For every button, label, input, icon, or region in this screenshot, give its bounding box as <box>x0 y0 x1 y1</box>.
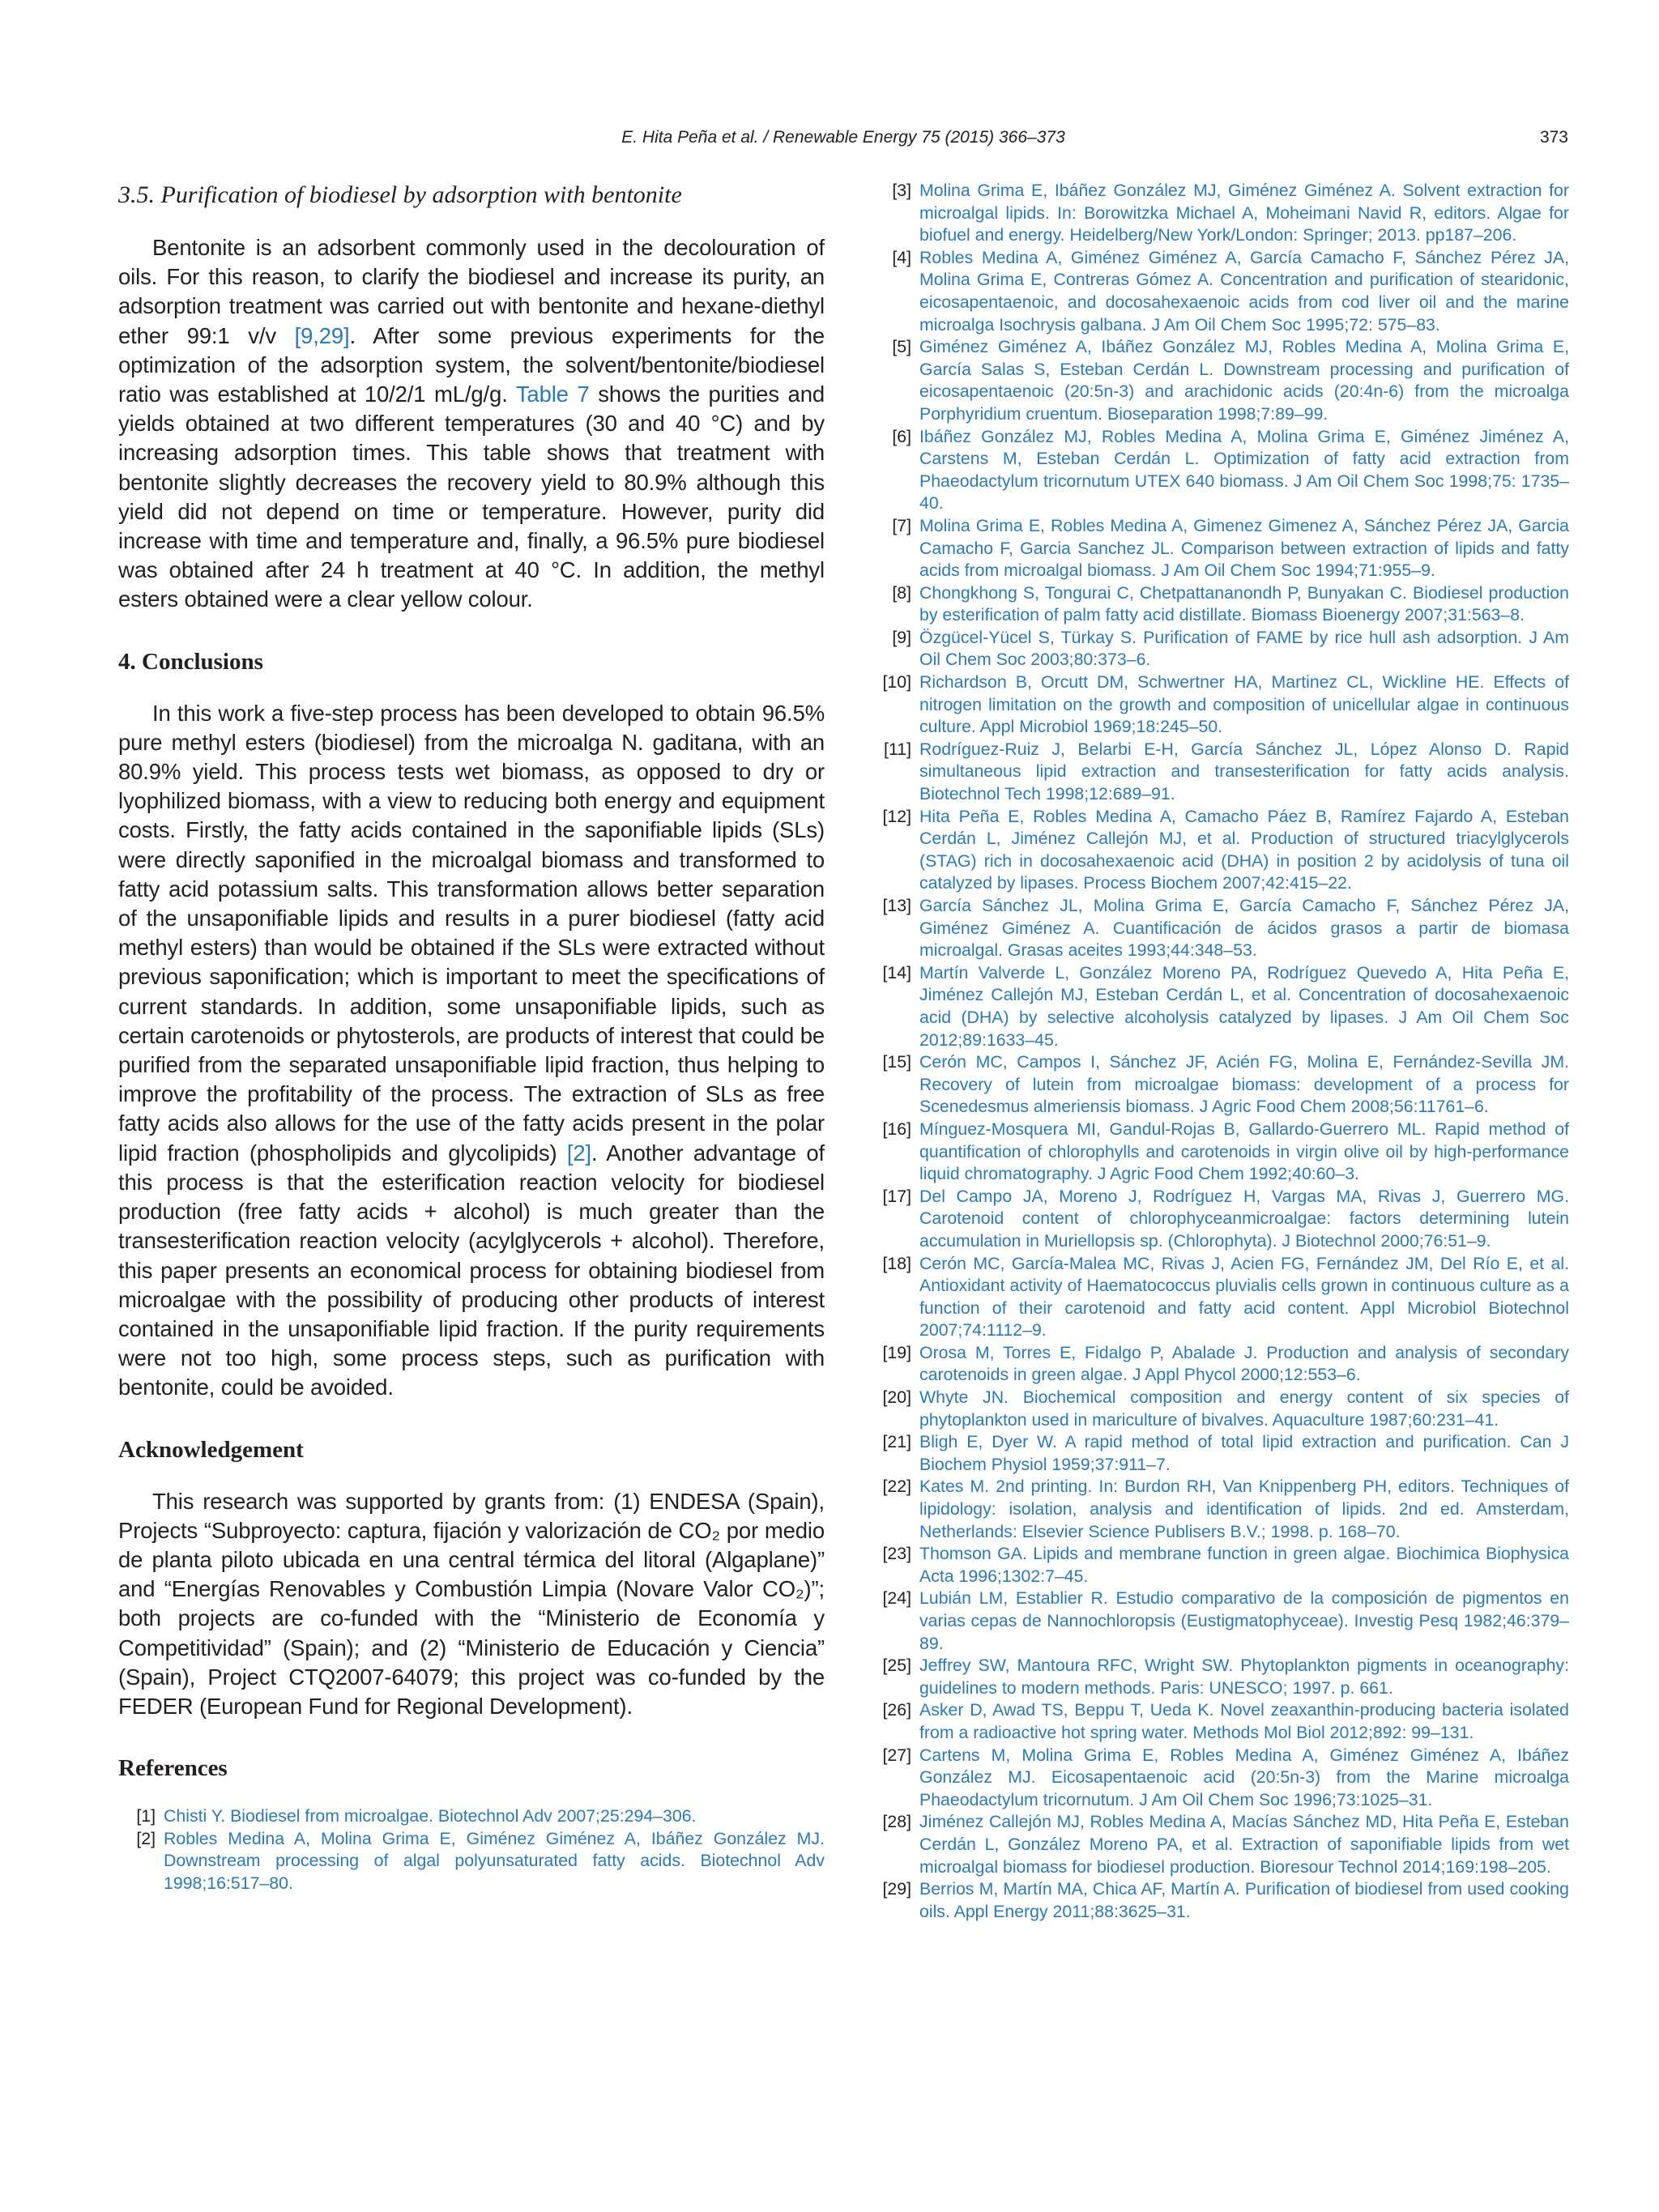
reference-item <box>874 426 1569 515</box>
paragraph-text: In this work a five-step process has been developed to obtain 96.5% pure methyl esters (biodiesel) from the microalga N. gaditana, with an 80.9% yield. This process tests wet biomass, as opposed to dry or lyophilized biomass, with a view to reducing both energy and equipment costs. Firstly, the fatty acids contained in the saponifiable lipids (SLs) were directly saponified in the microalgal biomass and transformed to fatty acid potassium salts. This transformation allows better separation of the unsaponifiable lipids and results in a purer biodiesel (fatty acid methyl esters) than would be obtained if the SLs were extracted without previous saponification; which is important to meet the specifications of current standards. In addition, some unsaponifiable lipids, such as certain carotenoids or phytosterols, are products of interest that could be purified from the separated unsaponifiable lipid fraction, thus helping to improve the profitability of the process. The extraction of SLs as free fatty acids also allows for the use of the fatty acids present in the polar lipid fraction (phospholipids and glycolipids) <box>118 700 825 1166</box>
reference-number: [26] <box>882 1700 911 1720</box>
acknowledgement-title: Acknowledgement <box>118 1436 304 1463</box>
reference-number: [3] <box>892 181 911 200</box>
reference-link[interactable]: Jiménez Callejón MJ, Robles Medina A, Macías Sánchez MD, Hita Peña E, Esteban Cerdán L, González Moreno PA, et al. Extraction of saponifiable lipids from wet microalgal biomass for biodiesel production. Bioresour Technol 2014;169:198–205. <box>919 1812 1569 1877</box>
reference-number: [27] <box>882 1745 911 1765</box>
reference-link[interactable]: Özgücel-Yücel S, Türkay S. Purification of FAME by rice hull ash adsorption. J Am Oil Chem Soc 2003;80:373–6. <box>919 627 1569 670</box>
reference-link[interactable]: Cartens M, Molina Grima E, Robles Medina A, Giménez Giménez A, Ibáñez González MJ. Eicosapentaenoic acid (20:5n-3) from the Marine microalga Phaeodactylum tricornutum. J Am Oil Chem Soc 1996;73:1025–31. <box>919 1745 1569 1809</box>
reference-item <box>874 582 1569 627</box>
reference-number: [5] <box>892 337 911 357</box>
paragraph-text: shows the purities and yields obtained at two different temperatures (30 and 40 °C) and by increasing adsorption times. This table shows that treatment with bentonite slightly decreases the recovery yield to 80.9% although this yield did not depend on time or temperature. However, purity did increase with time and temperature and, finally, a 96.5% pure biodiesel was obtained after 24 h treatment at 40 °C. In addition, the methyl esters obtained were a clear yellow colour. <box>118 381 825 612</box>
reference-item <box>874 739 1569 806</box>
reference-number: [17] <box>882 1186 911 1206</box>
reference-item <box>874 1186 1569 1253</box>
reference-item <box>874 671 1569 739</box>
reference-number: [8] <box>892 582 911 603</box>
reference-number: [18] <box>882 1253 911 1273</box>
reference-number: [21] <box>882 1432 911 1452</box>
reference-number: [22] <box>882 1477 911 1497</box>
reference-number: [14] <box>882 962 911 982</box>
reference-number: [12] <box>882 806 911 826</box>
reference-link[interactable]: Richardson B, Orcutt DM, Schwertner HA, Martinez CL, Wickline HE. Effects of nitrogen limitation on the growth and composition of unicellular algae in continuous culture. Appl Microbiol 1969;18:245–50. <box>919 672 1569 737</box>
reference-item <box>874 336 1569 425</box>
reference-link[interactable]: Chongkhong S, Tongurai C, Chetpattananondh P, Bunyakan C. Biodiesel production by esterification of palm fatty acid distillate. Biomass Bioenergy 2007;31:563–8. <box>919 582 1569 625</box>
reference-link[interactable]: Robles Medina A, Molina Grima E, Giménez Giménez A, Ibáñez González MJ. Downstream processing of algal polyunsaturated fatty acids. Biotechnol Adv 1998;16:517–80. <box>164 1828 825 1893</box>
reference-link[interactable]: Ibáñez González MJ, Robles Medina A, Molina Grima E, Giménez Jiménez A, Carstens M, Esteban Cerdán L. Optimization of fatty acid extraction from Phaeodactylum tricornutum UTEX 640 biomass. J Am Oil Chem Soc 1998;75: 1735–40. <box>919 426 1569 514</box>
reference-link[interactable]: Asker D, Awad TS, Beppu T, Ueda K. Novel zeaxanthin-producing bacteria isolated from a radioactive hot spring water. Methods Mol Biol 2012;892: 99–131. <box>919 1700 1569 1742</box>
reference-link[interactable]: Robles Medina A, Giménez Giménez A, García Camacho F, Sánchez Pérez JA, Molina Grima E, Contreras Gómez A. Concentration and purification of stearidonic, eicosapentaenoic, and docosahexaenoic acids from cod liver oil and the marine microalga Isochrysis galbana. J Am Oil Chem Soc 1995;72: 575–83. <box>919 247 1569 335</box>
reference-number: [6] <box>892 426 911 446</box>
reference-link[interactable]: Bligh E, Dyer W. A rapid method of total lipid extraction and purification. Can J Biochem Physiol 1959;37:911–7. <box>919 1432 1569 1474</box>
reference-number: [9] <box>892 627 911 647</box>
reference-link[interactable]: Martín Valverde L, González Moreno PA, Rodríguez Quevedo A, Hita Peña E, Jiménez Callejón MJ, Esteban Cerdán L, et al. Concentration of docosahexaenoic acid (DHA) by selective alcoholysis catalyzed by lipases. J Am Oil Chem Soc 2012;89:1633–45. <box>919 962 1569 1050</box>
reference-number: [11] <box>884 739 911 759</box>
left-column <box>118 180 825 1895</box>
reference-item <box>874 627 1569 671</box>
reference-link[interactable]: Jeffrey SW, Mantoura RFC, Wright SW. Phytoplankton pigments in oceanography: guidelines to modern methods. Paris: UNESCO; 1997. p. 661. <box>919 1656 1569 1698</box>
paragraph-text: Bentonite is an adsorbent commonly used in the decolouration of oils. For this reason, to clarify the biodiesel and increase its purity, an adsorption treatment was carried out with bentonite and hexane-diethyl ether 99:1 v/v <box>118 235 825 348</box>
reference-item <box>874 1342 1569 1387</box>
reference-link[interactable]: Berrios M, Martín MA, Chica AF, Martín A. Purification of biodiesel from used cooking oils. Appl Energy 2011;88:3625–31. <box>919 1879 1569 1921</box>
paragraph-text: . After some previous experiments for the optimization of the adsorption system, the solvent/bentonite/biodiesel ratio was established at 10/2/1 mL/g/g. <box>118 322 825 407</box>
reference-list-right <box>874 180 1569 1923</box>
reference-link[interactable]: Molina Grima E, Robles Medina A, Gimenez Gimenez A, Sánchez Pérez JA, Garcia Camacho F, Garcia Sanchez JL. Comparison between extraction of lipids and fatty acids from microalgal biomass. J Am Oil Chem Soc 1994;71:955–9. <box>919 515 1569 581</box>
reference-item <box>874 1745 1569 1812</box>
reference-link[interactable]: Rodríguez-Ruiz J, Belarbi E-H, García Sánchez JL, López Alonso D. Rapid simultaneous lipid extraction and transesterification for fatty acids analysis. Biotechnol Tech 1998;12:689–91. <box>919 739 1569 804</box>
reference-list-left <box>118 1805 825 1894</box>
conclusions-paragraph <box>118 699 825 1403</box>
section-3-5-paragraph <box>118 233 825 615</box>
page-number: 373 <box>1539 128 1568 147</box>
reference-number: [16] <box>882 1119 911 1139</box>
right-column <box>874 180 1569 1923</box>
paragraph-text: . Another advantage of this process is that the esterification reaction velocity for biodiesel production (free fatty acids + alcohol) is much greater than the transesterification reaction velocity (acylglycerols + alcohol). Therefore, this paper presents an economical process for obtaining biodiesel from microalgae with the possibility of producing other products of interest contained in the unsaponifiable lipid fraction. If the purity requirements were not too high, some process steps, such as purification with bentonite, could be avoided. <box>118 1140 825 1400</box>
reference-link[interactable]: Thomson GA. Lipids and membrane function in green algae. Biochimica Biophysica Acta 1996;1302:7–45. <box>919 1544 1569 1586</box>
reference-number: [1] <box>136 1806 156 1826</box>
reference-item <box>874 962 1569 1051</box>
reference-item <box>874 1051 1569 1119</box>
reference-item <box>874 806 1569 895</box>
reference-number: [28] <box>882 1812 911 1832</box>
reference-item <box>874 1543 1569 1588</box>
reference-item <box>874 1811 1569 1878</box>
section-3-5-title: 3.5. Purification of biodiesel by adsorption with bentonite <box>118 181 682 208</box>
reference-link[interactable]: Chisti Y. Biodiesel from microalgae. Biotechnol Adv 2007;25:294–306. <box>164 1806 697 1826</box>
running-header <box>118 128 1568 157</box>
reference-link[interactable]: Orosa M, Torres E, Fidalgo P, Abalade J. Production and analysis of secondary carotenoids in green algae. J Appl Phycol 2000;12:553–6. <box>919 1342 1569 1385</box>
citation-link[interactable]: [2] <box>566 1140 591 1166</box>
reference-item <box>874 1699 1569 1744</box>
reference-item <box>874 1431 1569 1476</box>
reference-link[interactable]: García Sánchez JL, Molina Grima E, García Camacho F, Sánchez Pérez JA, Giménez Giménez A. Cuantificación de ácidos grasos a partir de biomasa microalgal. Grasas aceites 1993;44:348–53. <box>919 896 1569 961</box>
references-title: References <box>118 1755 228 1782</box>
reference-number: [25] <box>882 1656 911 1676</box>
reference-link[interactable]: Cerón MC, García-Malea MC, Rivas J, Acien FG, Fernández JM, Del Río E, et al. Antioxidant activity of Haematococcus pluvialis cells grown in continuous culture as a function of their carotenoid and fatty acid content. Appl Microbiol Biotechnol 2007;74:1112–9. <box>919 1253 1569 1340</box>
reference-item <box>874 1253 1569 1342</box>
reference-number: [2] <box>136 1828 156 1848</box>
reference-item <box>874 1655 1569 1699</box>
reference-number: [23] <box>882 1544 911 1564</box>
reference-link[interactable]: Giménez Giménez A, Ibáñez González MJ, Robles Medina A, Molina Grima E, García Salas S, Esteban Cerdán L. Downstream processing and purification of eicosapentaenoic (20:5n-3) and arachidonic acids (20:4n-6) from the microalga Porphyridium cruentum. Bioseparation 1998;7:89–99. <box>919 337 1569 424</box>
reference-item <box>118 1828 825 1895</box>
reference-link[interactable]: Molina Grima E, Ibáñez González MJ, Giménez Giménez A. Solvent extraction for microalgal lipids. In: Borowitzka Michael A, Moheimani Navid R, editors. Algae for biofuel and energy. Heidelberg/New York/London: Springer; 2013. pp187–206. <box>919 181 1569 245</box>
conclusions-title: 4. Conclusions <box>118 648 263 675</box>
reference-link[interactable]: Del Campo JA, Moreno J, Rodríguez H, Vargas MA, Rivas J, Guerrero MG. Carotenoid content of chlorophyceanmicroalgae: factors determining lutein accumulation in Muriellopsis sp. (Chlorophyta). J Biotechnol 2000;76:51–9. <box>919 1186 1569 1251</box>
acknowledgement-paragraph: This research was supported by grants from: (1) ENDESA (Spain), Projects “Subproyecto: captura, fijación y valorización de CO₂ por medio de planta piloto ubicada en una central térmica del litoral (Algaplane)” and “Energías Renovables y Combustión Limpia (Novare Valor CO₂)”; both projects are co-funded with the “Ministerio de Economía y Competitividad” (Spain); and (2) “Ministerio de Educación y Ciencia” (Spain), Project CTQ2007-64079; this project was co-funded by the FEDER (European Fund for Regional Development). <box>118 1488 825 1719</box>
reference-item <box>874 1119 1569 1186</box>
reference-number: [29] <box>882 1879 911 1899</box>
reference-item <box>874 1878 1569 1923</box>
reference-item <box>874 515 1569 582</box>
reference-item <box>874 1588 1569 1655</box>
citation-link[interactable]: [9,29] <box>294 322 350 348</box>
reference-link[interactable]: Cerón MC, Campos I, Sánchez JF, Acién FG, Molina E, Fernández-Sevilla JM. Recovery of lutein from microalgae biomass: development of a process for Scenedesmus almeriensis biomass. J Agric Food Chem 2008;56:11761–6. <box>919 1052 1569 1117</box>
reference-item <box>874 895 1569 962</box>
reference-number: [20] <box>882 1387 911 1408</box>
reference-item <box>874 247 1569 336</box>
reference-number: [19] <box>882 1342 911 1362</box>
reference-number: [10] <box>882 672 911 693</box>
reference-link[interactable]: Mínguez-Mosquera MI, Gandul-Rojas B, Gallardo-Guerrero ML. Rapid method of quantification of chlorophylls and carotenoids in virgin olive oil by high-performance liquid chromatography. J Agric Food Chem 1992;40:60–3. <box>919 1119 1569 1184</box>
reference-number: [24] <box>882 1588 911 1609</box>
reference-link[interactable]: Lubián LM, Establier R. Estudio comparativo de la composición de pigmentos en varias cepas de Nannochloropsis (Eustigmatophyceae). Investig Pesq 1982;46:379–89. <box>919 1588 1569 1653</box>
reference-number: [7] <box>892 515 911 535</box>
journal-citation: E. Hita Peña et al. / Renewable Energy 75 (2015) 366–373 <box>621 128 1065 147</box>
reference-link[interactable]: Hita Peña E, Robles Medina A, Camacho Páez B, Ramírez Fajardo A, Esteban Cerdán L, Jiménez Callejón MJ, et al. Production of structured triacylglycerols (STAG) rich in docosahexaenoic acid (DHA) in position 2 by acidolysis of tuna oil catalyzed by lipases. Process Biochem 2007;42:415–22. <box>919 806 1569 893</box>
reference-link[interactable]: Whyte JN. Biochemical composition and energy content of six species of phytoplankton used in mariculture of bivalves. Aquaculture 1987;60:231–41. <box>919 1387 1569 1430</box>
reference-item <box>118 1805 825 1828</box>
reference-item <box>874 1387 1569 1431</box>
table-link[interactable]: Table 7 <box>515 381 590 407</box>
reference-number: [15] <box>882 1052 911 1072</box>
reference-number: [4] <box>892 247 911 267</box>
reference-link[interactable]: Kates M. 2nd printing. In: Burdon RH, Van Knippenberg PH, editors. Techniques of lipidology: isolation, analysis and identification of lipids. 2nd ed. Amsterdam, Netherlands: Elsevier Science Publisers B.V.; 1998. p. 168–70. <box>919 1477 1569 1541</box>
reference-item <box>874 180 1569 247</box>
reference-number: [13] <box>882 896 911 915</box>
reference-item <box>874 1476 1569 1543</box>
